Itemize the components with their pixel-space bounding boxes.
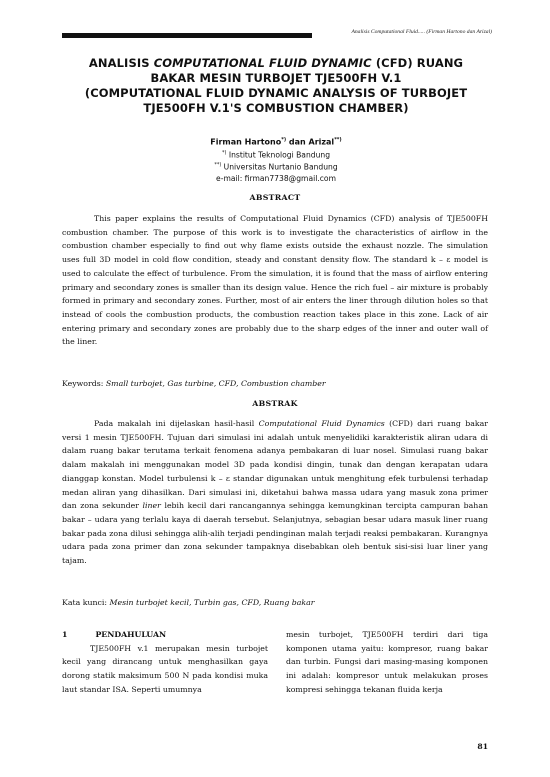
abstrak-body-italic-2: liner — [142, 501, 161, 511]
kata-kunci-list: Mesin turbojet kecil, Turbin gas, CFD, Ruang bakar — [109, 598, 315, 607]
author-names — [70, 135, 482, 148]
column-right — [286, 628, 488, 697]
title-line-1-italic: COMPUTATIONAL FLUID DYNAMIC — [153, 56, 372, 70]
title-line-1-post: (CFD) RUANG — [371, 56, 464, 70]
keywords-list: Small turbojet, Gas turbine, CFD, Combustion chamber — [105, 379, 326, 388]
title-line-1-pre: ANALISIS — [88, 56, 154, 70]
author-2-mark: **) — [334, 137, 342, 143]
abstrak-keywords — [62, 597, 488, 609]
author-2: Arizal — [308, 137, 335, 147]
affiliation-2-mark: **) — [214, 162, 222, 169]
running-header — [351, 29, 492, 35]
abstrak-body-2: (CFD) dari ruang bakar versi 1 mesin TJE500FH. Tujuan dari simulasi ini adalah untuk menyelidiki karakteristik aliran udara di dalam ruang bakar terutama terkait fenomena adanya pembakaran di luar nosel. Simulasi ruang bakar dalam makalah ini menggunakan model 3D pada kondisi dingin, tunak dan dengan kerapatan udara dianggap konstan. Model turbulensi k – ε standar digunakan untuk menghitung efek turbulensi terhadap medan aliran yang dihasilkan. Dari simulasi ini, diketahui bahwa massa udara yang masuk zona primer dan zona sekunder — [62, 419, 489, 511]
column-left — [62, 628, 268, 697]
affiliation-2-text: Universitas Nurtanio Bandung — [221, 162, 338, 172]
abstrak-heading: ABSTRAK — [252, 399, 298, 408]
section-number: 1 — [62, 630, 68, 639]
abstract-keywords — [62, 378, 488, 390]
section-left-text: TJE500FH v.1 merupakan mesin turbojet kecil yang dirancang untuk menghasilkan gaya dorong statik maksimum 500 N pada kondisi muka laut standar ISA. Seperti umumnya — [62, 643, 268, 694]
author-email: e-mail: firman7738@gmail.com — [216, 173, 336, 183]
affiliation-1-mark: *) — [221, 149, 227, 156]
author-1: Firman Hartono — [210, 137, 282, 147]
abstract-body: This paper explains the results of Computational Fluid Dynamics (CFD) analysis of TJE500FH combustion chamber. The purpose of this work is to investigate the characteristics of airflow in the combustion chamber especially to find out why flame exists outside the exhaust nozzle. The simulation uses full 3D model in cold flow condition, steady and constant density flow. The standard k – ε model is used to calculate the effect of turbulence. From the simulation, it is found that the mass of airflow entering primary and secondary zones is smaller than its design value. Hence the rich fuel – air mixture is probably formed in primary and secondary zones. Further, most of air enters the liner through dilution holes so that instead of cools the combustion products, the combustion reaction takes place in this zone. Lack of air entering primary and secondary zones are probably due to the sharp edges of the inner and outer wall of the liner. — [62, 214, 488, 347]
author-block — [70, 135, 482, 184]
affiliation-1 — [70, 148, 482, 161]
section-right-text: mesin turbojet, TJE500FH terdiri dari tiga komponen utama yaitu: kompresor, ruang bakar dan turbin. Fungsi dari masing-masing komponen ini adalah: kompresor untuk melakukan proses kompresi sehingga tekanan fluida kerja — [286, 630, 488, 694]
affiliation-2 — [70, 160, 482, 173]
abstract-heading: ABSTRACT — [249, 193, 301, 202]
section-title: PENDAHULUAN — [95, 630, 167, 639]
author-1-mark: *) — [281, 137, 287, 143]
abstrak-body-italic: Computational Fluid Dynamics — [258, 419, 385, 428]
title-line-3: (COMPUTATIONAL FLUID DYNAMIC ANALYSIS OF TURBOJET — [84, 86, 468, 100]
paper-title — [70, 56, 482, 116]
section-heading — [62, 628, 268, 642]
title-line-4: TJE500FH V.1'S COMBUSTION CHAMBER) — [143, 101, 409, 115]
author-conjunction: dan — [286, 137, 309, 147]
keywords-label: Keywords: — [62, 379, 106, 388]
kata-kunci-label: Kata kunci: — [62, 598, 110, 607]
abstrak-body-3: lebih kecil dari rancangannya sehingga kemungkinan tercipta campuran bahan bakar – udara yang terlalu kaya di daerah tersebut. Selanjutnya, sebagian besar udara masuk liner ruang bakar pada zona dilusi sehingga alih-alih terjadi pendinginan malah terjadi reaksi pembakaran. Kurangnya udara pada zona primer dan zona sekunder tampaknya disebabkan oleh bentuk sisi-sisi luar liner yang tajam. — [62, 501, 488, 566]
header-rule — [62, 33, 312, 38]
title-line-1 — [70, 56, 482, 71]
affiliation-1-text: Institut Teknologi Bandung — [226, 150, 331, 160]
abstrak-body — [62, 417, 488, 568]
page-number: 81 — [477, 742, 488, 751]
abstrak-body-1: Pada makalah ini dijelaskan hasil-hasil — [94, 419, 259, 428]
running-header-text: Analisis Computational Fluid..... (Firman Hartono dan Arizal) — [351, 29, 492, 35]
title-line-2: BAKAR MESIN TURBOJET TJE500FH V.1 — [150, 71, 402, 85]
